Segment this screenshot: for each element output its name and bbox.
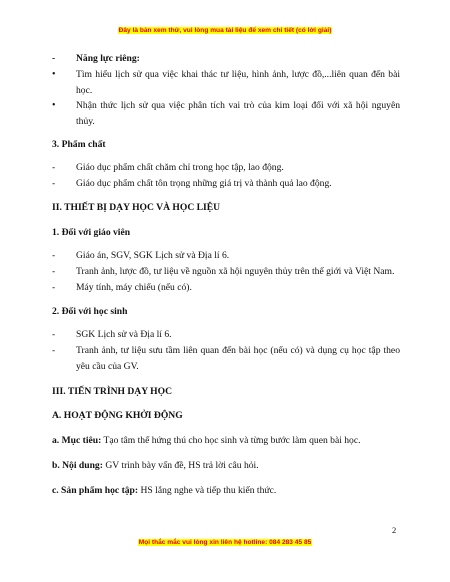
- bullet-icon: •: [52, 100, 56, 112]
- noi-dung-line: b. Nội dung: GV trình bày vấn đề, HS trả lời câu hỏi.: [52, 459, 259, 471]
- dash-marker: -: [52, 265, 56, 277]
- list-item: - SGK Lịch sử và Địa lí 6.: [52, 327, 400, 343]
- san-pham-line: c. Sản phẩm học tập: HS lắng nghe và tiếp thu kiến thức.: [52, 484, 277, 496]
- bullet-icon: •: [52, 68, 56, 80]
- dash-marker: -: [52, 249, 56, 261]
- muc-tieu-line: a. Mục tiêu: Tạo tâm thế hứng thú cho học sinh và từng bước làm quen bài học.: [52, 435, 361, 447]
- page-number: 2: [392, 525, 397, 535]
- nang-luc-rieng-heading: - Năng lực riêng:: [52, 51, 400, 67]
- list-item: - Giáo án, SGV, SGK Lịch sử và Địa lí 6.: [52, 248, 400, 264]
- section-ii-heading: II. THIẾT BỊ DẠY HỌC VÀ HỌC LIỆU: [52, 202, 221, 214]
- dash-marker: -: [52, 161, 56, 173]
- giao-vien-heading: 1. Đối với giáo viên: [52, 227, 131, 239]
- khoi-dong-heading: A. HOẠT ĐỘNG KHỞI ĐỘNG: [52, 410, 183, 422]
- pham-chat-heading: 3. Phẩm chất: [52, 138, 106, 150]
- document-body: [52, 51, 400, 499]
- list-item: - Giáo dục phẩm chất chăm chỉ trong học tập, lao động.: [52, 160, 400, 176]
- dash-marker: -: [52, 329, 56, 341]
- list-item: • Nhận thức lịch sử qua việc phân tích vai trò của kim loại đối với xã hội nguyên thủy.: [52, 100, 400, 128]
- footer-banner: Mọi thắc mắc vui lòng xin liên hệ hotline: 084 283 45 85: [138, 539, 312, 546]
- list-item: • Tìm hiểu lịch sử qua việc khai thác tư liệu, hình ảnh, lược đồ,...liên quan đến bài học.: [52, 68, 400, 96]
- dash-marker: -: [52, 344, 56, 356]
- dash-marker: -: [52, 53, 56, 64]
- dash-marker: -: [52, 177, 56, 189]
- list-item: - Tranh ảnh, lược đồ, tư liệu về nguồn xã hội nguyên thủy trên thế giới và Việt Nam.: [52, 264, 400, 280]
- header-banner: Đây là bản xem thử, vui lòng mua tài liệu để xem chi tiết (có lời giải): [118, 27, 332, 34]
- section-iii-heading: III. TIẾN TRÌNH DẠY HỌC: [52, 385, 173, 397]
- list-item: - Giáo dục phẩm chất tôn trọng những giá trị và thành quả lao động.: [52, 176, 400, 192]
- dash-marker: -: [52, 281, 56, 293]
- list-item: - Máy tính, máy chiếu (nếu có).: [52, 280, 400, 296]
- hoc-sinh-heading: 2. Đối với học sinh: [52, 306, 128, 318]
- list-item: - Tranh ảnh, tư liệu sưu tầm liên quan đến bài học (nếu có) và dụng cụ học tập theo yêu cầu của GV.: [52, 344, 400, 372]
